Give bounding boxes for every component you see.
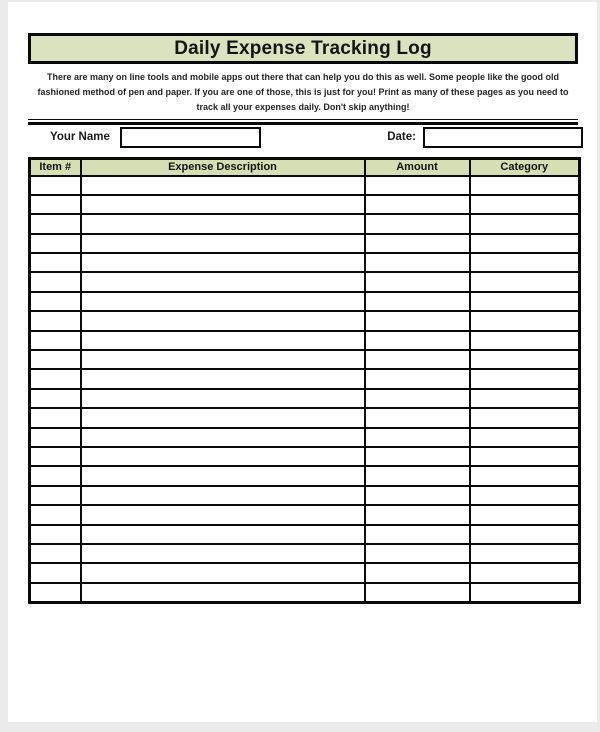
table-row [30, 544, 580, 563]
name-input[interactable] [120, 127, 261, 148]
cell-amount[interactable] [365, 311, 470, 330]
cell-amount[interactable] [365, 389, 470, 408]
name-label: Your Name [50, 131, 110, 143]
table-row [30, 525, 580, 544]
table-row [30, 389, 580, 408]
cell-category[interactable] [470, 214, 580, 233]
cell-expense-description[interactable] [81, 563, 365, 582]
cell-amount[interactable] [365, 447, 470, 466]
cell-item-number[interactable] [30, 234, 81, 253]
cell-item-number[interactable] [30, 583, 81, 602]
cell-expense-description[interactable] [81, 292, 365, 311]
cell-amount[interactable] [365, 176, 470, 195]
cell-amount[interactable] [365, 253, 470, 272]
cell-amount[interactable] [365, 195, 470, 214]
cell-amount[interactable] [365, 369, 470, 388]
date-input[interactable] [423, 127, 583, 148]
cell-amount[interactable] [365, 234, 470, 253]
table-header-row [30, 159, 580, 176]
cell-category[interactable] [470, 408, 580, 427]
cell-amount[interactable] [365, 331, 470, 350]
cell-item-number[interactable] [30, 486, 81, 505]
table-row [30, 195, 580, 214]
cell-amount[interactable] [365, 292, 470, 311]
cell-category[interactable] [470, 505, 580, 524]
table-row [30, 311, 580, 330]
table-row [30, 176, 580, 195]
expense-table-body [30, 176, 580, 603]
cell-item-number[interactable] [30, 331, 81, 350]
cell-expense-description[interactable] [81, 447, 365, 466]
table-row [30, 505, 580, 524]
expense-table [28, 157, 581, 604]
cell-item-number[interactable] [30, 311, 81, 330]
table-row [30, 583, 580, 602]
page-title: Daily Expense Tracking Log [174, 37, 432, 59]
cell-item-number[interactable] [30, 253, 81, 272]
date-label: Date: [387, 131, 416, 143]
cell-item-number[interactable] [30, 272, 81, 291]
cell-category[interactable] [470, 253, 580, 272]
cell-category[interactable] [470, 311, 580, 330]
cell-amount[interactable] [365, 272, 470, 291]
cell-category[interactable] [470, 176, 580, 195]
cell-item-number[interactable] [30, 350, 81, 369]
cell-expense-description[interactable] [81, 253, 365, 272]
cell-category[interactable] [470, 583, 580, 602]
cell-amount[interactable] [365, 214, 470, 233]
table-row [30, 563, 580, 582]
cell-item-number[interactable] [30, 389, 81, 408]
table-row [30, 292, 580, 311]
table-row [30, 350, 580, 369]
cell-expense-description[interactable] [81, 486, 365, 505]
cell-item-number[interactable] [30, 408, 81, 427]
cell-category[interactable] [470, 563, 580, 582]
cell-expense-description[interactable] [81, 272, 365, 291]
cell-expense-description[interactable] [81, 466, 365, 485]
cell-item-number[interactable] [30, 195, 81, 214]
table-row [30, 214, 580, 233]
document-page [8, 2, 597, 722]
table-row [30, 447, 580, 466]
cell-category[interactable] [470, 350, 580, 369]
cell-expense-description[interactable] [81, 234, 365, 253]
cell-category[interactable] [470, 428, 580, 447]
cell-amount[interactable] [365, 408, 470, 427]
cell-category[interactable] [470, 234, 580, 253]
cell-item-number[interactable] [30, 466, 81, 485]
cell-expense-description[interactable] [81, 195, 365, 214]
cell-item-number[interactable] [30, 544, 81, 563]
cell-expense-description[interactable] [81, 214, 365, 233]
name-date-row [28, 124, 578, 150]
cell-item-number[interactable] [30, 525, 81, 544]
cell-expense-description[interactable] [81, 331, 365, 350]
cell-category[interactable] [470, 195, 580, 214]
cell-amount[interactable] [365, 525, 470, 544]
cell-amount[interactable] [365, 505, 470, 524]
cell-category[interactable] [470, 389, 580, 408]
column-header-amount: Amount [365, 159, 470, 176]
cell-category[interactable] [470, 466, 580, 485]
cell-expense-description[interactable] [81, 350, 365, 369]
column-header-item-number: Item # [30, 159, 81, 176]
cell-expense-description[interactable] [81, 389, 365, 408]
cell-category[interactable] [470, 369, 580, 388]
cell-expense-description[interactable] [81, 428, 365, 447]
intro-paragraph: There are many on line tools and mobile apps out there that can help you do this as well. Some people like the good old fashioned method of pen and paper. If you are one of those, this is just for you! Print as many of these pages as you need to track all your expenses daily. Don't skip anything! [37, 72, 569, 112]
table-row [30, 272, 580, 291]
cell-category[interactable] [470, 544, 580, 563]
cell-amount[interactable] [365, 544, 470, 563]
table-row [30, 466, 580, 485]
cell-expense-description[interactable] [81, 176, 365, 195]
table-row [30, 331, 580, 350]
cell-expense-description[interactable] [81, 544, 365, 563]
cell-expense-description[interactable] [81, 369, 365, 388]
cell-item-number[interactable] [30, 505, 81, 524]
cell-item-number[interactable] [30, 292, 81, 311]
table-row [30, 253, 580, 272]
cell-item-number[interactable] [30, 214, 81, 233]
cell-category[interactable] [470, 486, 580, 505]
table-row [30, 486, 580, 505]
column-header-category: Category [470, 159, 580, 176]
cell-category[interactable] [470, 292, 580, 311]
cell-category[interactable] [470, 525, 580, 544]
cell-item-number[interactable] [30, 447, 81, 466]
cell-item-number[interactable] [30, 563, 81, 582]
title-banner [28, 33, 578, 64]
cell-expense-description[interactable] [81, 408, 365, 427]
cell-expense-description[interactable] [81, 583, 365, 602]
cell-expense-description[interactable] [81, 525, 365, 544]
cell-expense-description[interactable] [81, 505, 365, 524]
cell-amount[interactable] [365, 350, 470, 369]
table-row [30, 408, 580, 427]
cell-category[interactable] [470, 272, 580, 291]
cell-amount[interactable] [365, 563, 470, 582]
table-row [30, 428, 580, 447]
cell-expense-description[interactable] [81, 311, 365, 330]
cell-item-number[interactable] [30, 428, 81, 447]
cell-category[interactable] [470, 331, 580, 350]
column-header-expense-description: Expense Description [81, 159, 365, 176]
table-row [30, 369, 580, 388]
cell-item-number[interactable] [30, 369, 81, 388]
cell-amount[interactable] [365, 466, 470, 485]
table-row [30, 234, 580, 253]
cell-category[interactable] [470, 447, 580, 466]
cell-amount[interactable] [365, 428, 470, 447]
cell-item-number[interactable] [30, 176, 81, 195]
cell-amount[interactable] [365, 486, 470, 505]
cell-amount[interactable] [365, 583, 470, 602]
